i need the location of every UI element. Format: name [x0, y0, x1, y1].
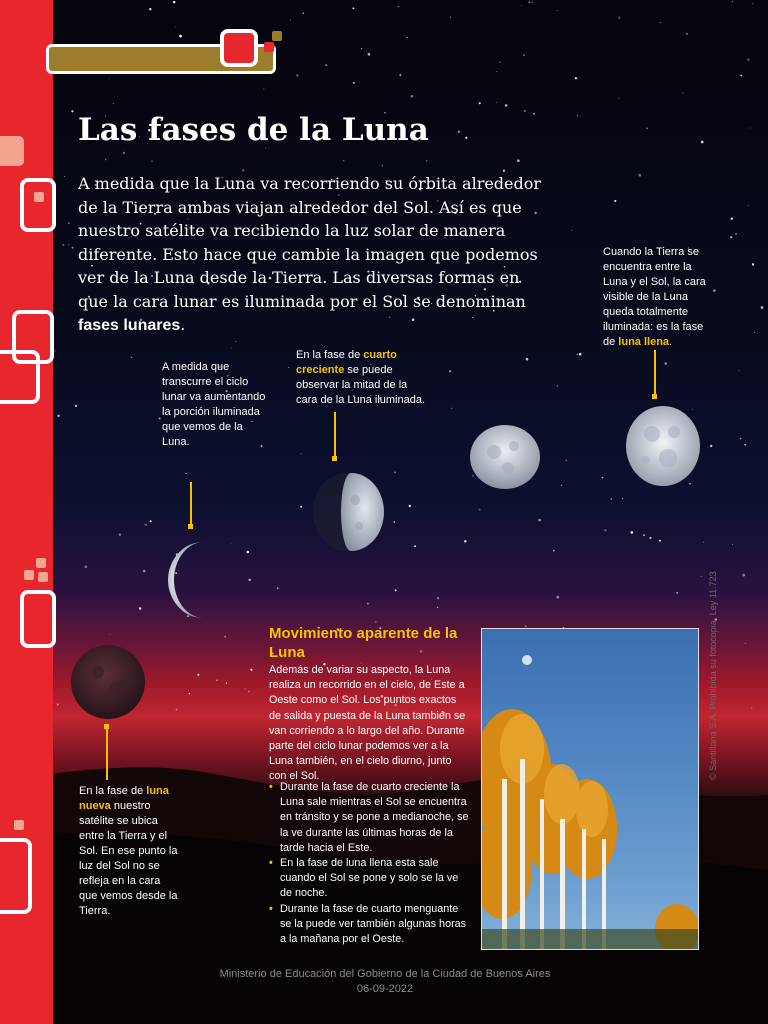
caption-new-moon — [79, 784, 179, 919]
leader-dot — [332, 456, 337, 461]
intro-bold-term: fases lunares — [78, 317, 181, 334]
new-moon-icon — [70, 644, 146, 720]
header-gold-square — [272, 31, 282, 41]
leader-line — [654, 350, 656, 396]
first-quarter-moon-icon — [307, 470, 385, 554]
header-square — [220, 29, 258, 67]
caption-highlight: luna llena — [618, 336, 670, 348]
caption-highlight: luna nueva — [79, 785, 169, 812]
caption-text: En la fase de — [296, 349, 364, 361]
caption-full-moon — [603, 245, 713, 350]
caption-text: nuestro satélite se ubica entre la Tierra y el Sol. En ese punto la luz del Sol no se refleja en la cara que vemos desde la Tierra. — [79, 800, 178, 917]
list-item: • En la fase de luna llena esta sale cuando el Sol se pone y solo se la ve de noche. — [269, 856, 469, 902]
leader-dot — [104, 724, 109, 729]
intro-end: . — [180, 315, 186, 334]
caption-text: se puede observar la mitad de la cara de la Luna iluminada. — [296, 364, 426, 406]
leader-line — [334, 412, 336, 458]
caption-highlight: cuarto creciente — [296, 349, 397, 376]
footer-line1: Ministerio de Educación del Gobierno de la Ciudad de Buenos Aires — [219, 968, 551, 980]
waxing-crescent-moon-icon — [168, 540, 248, 620]
caption-first-quarter — [296, 348, 431, 408]
footer — [160, 967, 610, 997]
intro-paragraph — [78, 172, 548, 338]
caption-text: En la fase de — [79, 785, 147, 797]
waxing-gibbous-moon-icon — [468, 424, 542, 490]
leader-line — [190, 482, 192, 526]
leader-line — [106, 726, 108, 780]
footer-date: 06-09-2022 — [356, 983, 414, 995]
intro-text: A medida que la Luna va recorriendo su órbita alrededor de la Tierra ambas viajan alrededor del Sol. Así es que nuestro satélite va recibiendo la luz solar de manera diferente. Esto hace que cambie la imagen que podemos ver de la Luna desde la Tierra. Las diversas formas en que la cara lunar es iluminada por el Sol se denominan — [78, 174, 542, 311]
panel-paragraph: Además de variar su aspecto, la Luna realiza un recorrido en el cielo, de Este a Oeste como el Sol. Los puntos exactos de salida y puesta de la Luna también se van corriendo a lo largo del año. Durante parte del ciclo lunar podemos ver a la Luna también, en el cielo diurno, junto con el Sol. — [269, 664, 466, 783]
caption-text: Cuando la Tierra se encuentra entre la Luna y el Sol, la cara visible de la Luna queda totalmente iluminada: es la fase de — [603, 246, 706, 348]
caption-waxing: A medida que transcurre el ciclo lunar va aumentando la porción iluminada que vemos de la Luna. — [162, 361, 266, 448]
leader-dot — [652, 394, 657, 399]
aspen-trees-photo — [481, 628, 699, 950]
leader-dot — [188, 524, 193, 529]
list-item: • Durante la fase de cuarto creciente la Luna sale mientras el Sol se encuentra en tránsito y se pone a medianoche, se la ve durante las últimas horas de la tarde hacia el Este. — [269, 780, 469, 856]
decorative-squares — [0, 130, 60, 930]
panel-title: Movimiento aparente de la Luna — [269, 625, 458, 661]
copyright-text: © Santillana S.A. Prohibida su fotocopia. Ley 11.723 — [708, 571, 718, 780]
header-small-square — [264, 42, 274, 52]
list-item: • Durante la fase de cuarto menguante se la puede ver también algunas horas a la mañana por el Oeste. — [269, 902, 469, 948]
caption-text: . — [669, 336, 673, 348]
full-moon-icon — [624, 404, 702, 488]
panel-bullet-list — [269, 780, 469, 947]
page-title: Las fases de la Luna — [78, 112, 429, 148]
